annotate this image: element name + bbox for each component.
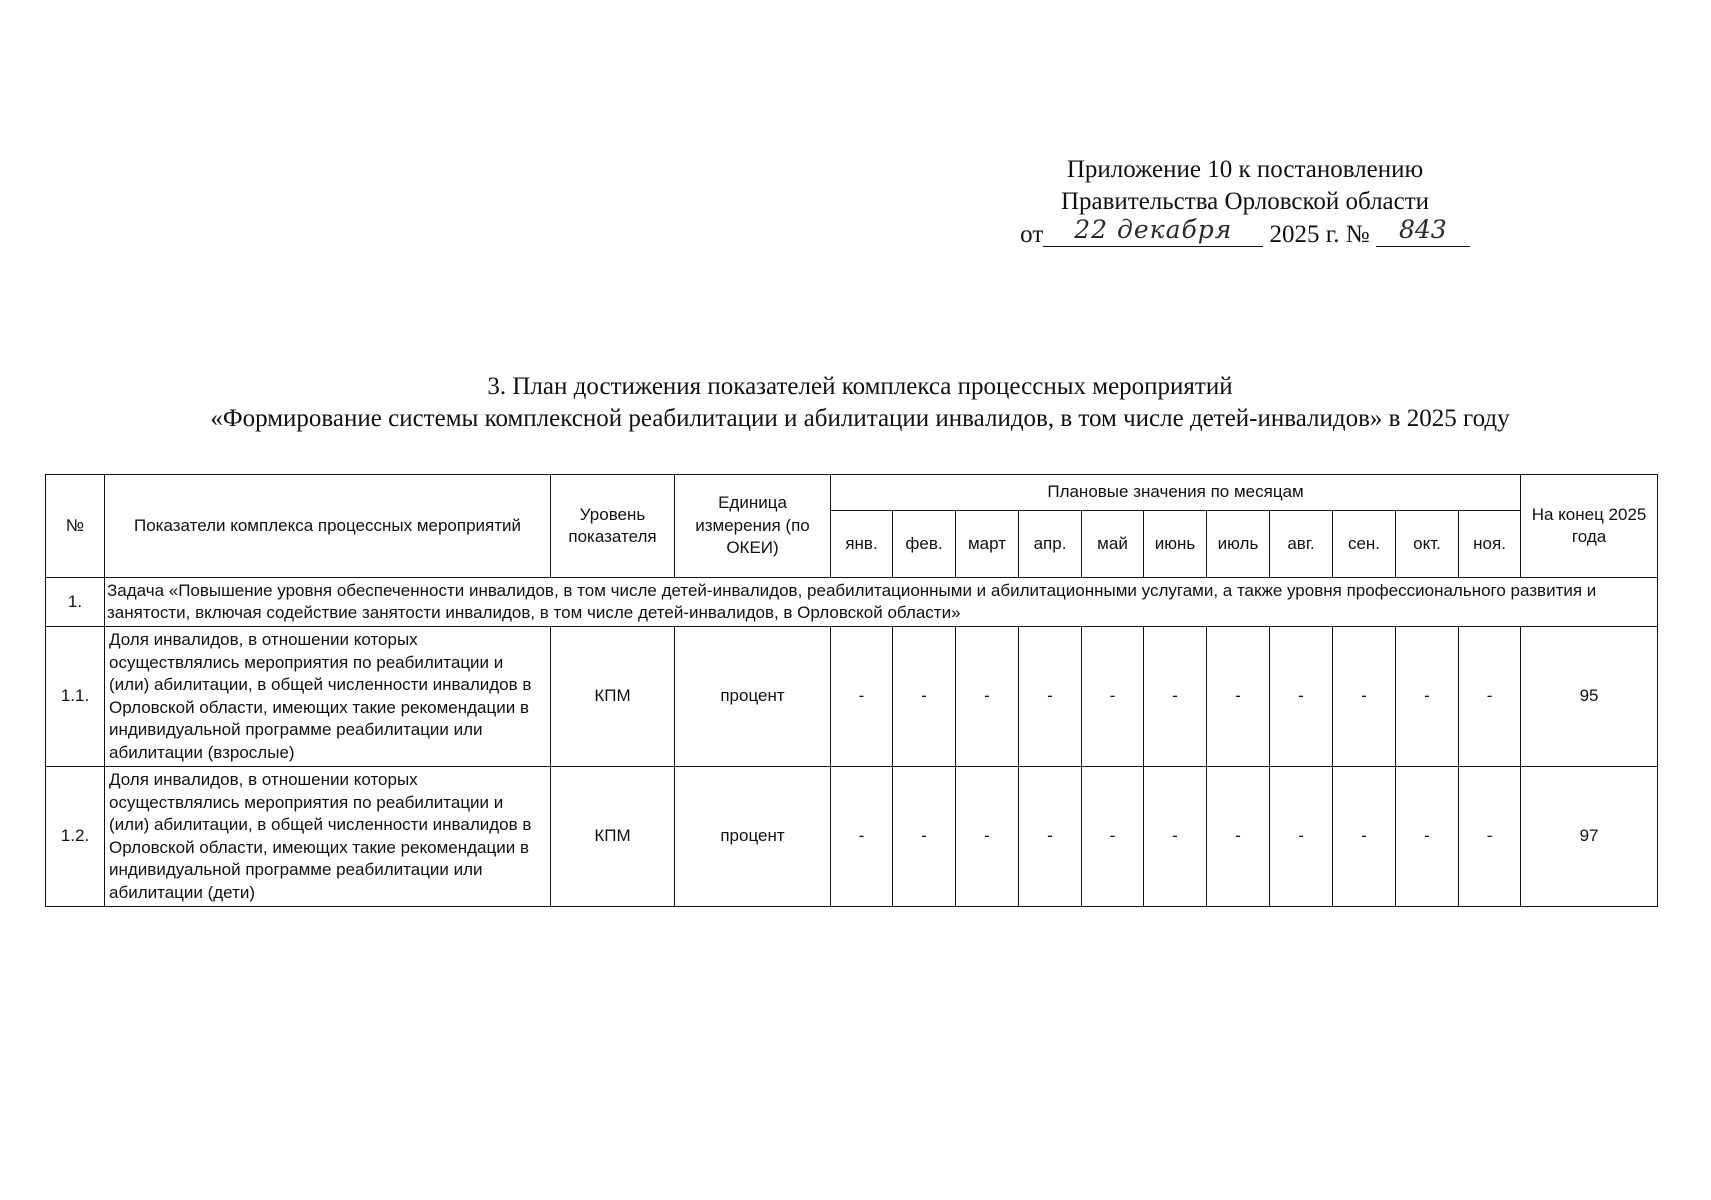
row-month-value: - <box>1207 767 1270 907</box>
row-unit: процент <box>675 627 831 767</box>
plan-table <box>45 474 1658 907</box>
header-unit: Единица измерения (по ОКЕИ) <box>675 475 831 578</box>
row-month-value: - <box>1082 767 1144 907</box>
header-month: фев. <box>893 511 956 578</box>
row-month-value: - <box>1270 627 1333 767</box>
row-month-value: - <box>1396 767 1459 907</box>
row-month-value: - <box>1019 627 1082 767</box>
row-month-value: - <box>831 627 893 767</box>
appendix-line-2: Правительства Орловской области <box>1060 188 1430 215</box>
row-month-value: - <box>1333 767 1396 907</box>
appendix-line-1: Приложение 10 к постановлению <box>1066 156 1424 183</box>
row-level: КПМ <box>551 767 675 907</box>
header-indicator: Показатели комплекса процессных мероприятий <box>105 475 551 578</box>
from-label: от <box>1020 221 1044 248</box>
row-month-value: - <box>956 767 1019 907</box>
header-month: сен. <box>1333 511 1396 578</box>
header-month: ноя. <box>1459 511 1521 578</box>
row-num: 1.1. <box>46 627 105 767</box>
task-num: 1. <box>46 578 105 627</box>
row-month-value: - <box>1144 627 1207 767</box>
row-month-value: - <box>893 767 956 907</box>
row-indicator-text: Доля инвалидов, в отношении которых осуществлялись мероприятия по реабилитации и (или) абилитации, в общей численности инвалидов в Орловской области, имеющих такие рекомендации в индивидуальной программе реабилитации или абилитации (дети) <box>105 767 551 907</box>
row-month-value: - <box>1082 627 1144 767</box>
header-month: авг. <box>1270 511 1333 578</box>
header-month: окт. <box>1396 511 1459 578</box>
header-monthly: Плановые значения по месяцам <box>831 475 1521 511</box>
row-indicator-text: Доля инвалидов, в отношении которых осуществлялись мероприятия по реабилитации и (или) абилитации, в общей численности инвалидов в Орловской области, имеющих такие рекомендации в индивидуальной программе реабилитации или абилитации (взрослые) <box>105 627 551 767</box>
row-month-value: - <box>1459 767 1521 907</box>
header-end: На конец 2025 года <box>1521 475 1658 578</box>
header-row <box>46 475 1658 511</box>
table-row <box>46 767 1658 907</box>
handwritten-date: 22 декабря <box>1043 214 1263 247</box>
header-month: март <box>956 511 1019 578</box>
title-line-1: 3. План достижения показателей комплекса процессных мероприятий <box>487 373 1233 400</box>
row-unit: процент <box>675 767 831 907</box>
row-month-value: - <box>1019 767 1082 907</box>
task-row <box>46 578 1658 627</box>
row-month-value: - <box>956 627 1019 767</box>
row-end-value: 97 <box>1521 767 1658 907</box>
document-title <box>60 371 1660 435</box>
header-month: янв. <box>831 511 893 578</box>
row-month-value: - <box>1396 627 1459 767</box>
header-month: июль <box>1207 511 1270 578</box>
appendix-line-3 <box>1000 215 1490 251</box>
year-text: 2025 г. № <box>1269 221 1370 248</box>
table-row <box>46 627 1658 767</box>
row-month-value: - <box>1459 627 1521 767</box>
header-level: Уровень показателя <box>551 475 675 578</box>
row-month-value: - <box>893 627 956 767</box>
row-level: КПМ <box>551 627 675 767</box>
row-end-value: 95 <box>1521 627 1658 767</box>
row-month-value: - <box>1333 627 1396 767</box>
handwritten-number: 843 <box>1376 214 1470 247</box>
header-month: июнь <box>1144 511 1207 578</box>
header-month: май <box>1082 511 1144 578</box>
title-line-2: «Формирование системы комплексной реабилитации и абилитации инвалидов, в том числе детей-инвалидов» в 2025 году <box>210 405 1510 432</box>
header-month: апр. <box>1019 511 1082 578</box>
row-month-value: - <box>831 767 893 907</box>
row-month-value: - <box>1144 767 1207 907</box>
row-month-value: - <box>1270 767 1333 907</box>
header-num: № <box>46 475 105 578</box>
task-text: Задача «Повышение уровня обеспеченности инвалидов, в том числе детей-инвалидов, реабилитационными и абилитационными услугами, а также уровня профессионального развития и занятости, включая содействие занятости инвалидов, в том числе детей-инвалидов, в Орловской области» <box>105 578 1658 627</box>
row-num: 1.2. <box>46 767 105 907</box>
row-month-value: - <box>1207 627 1270 767</box>
appendix-block <box>1000 154 1490 251</box>
